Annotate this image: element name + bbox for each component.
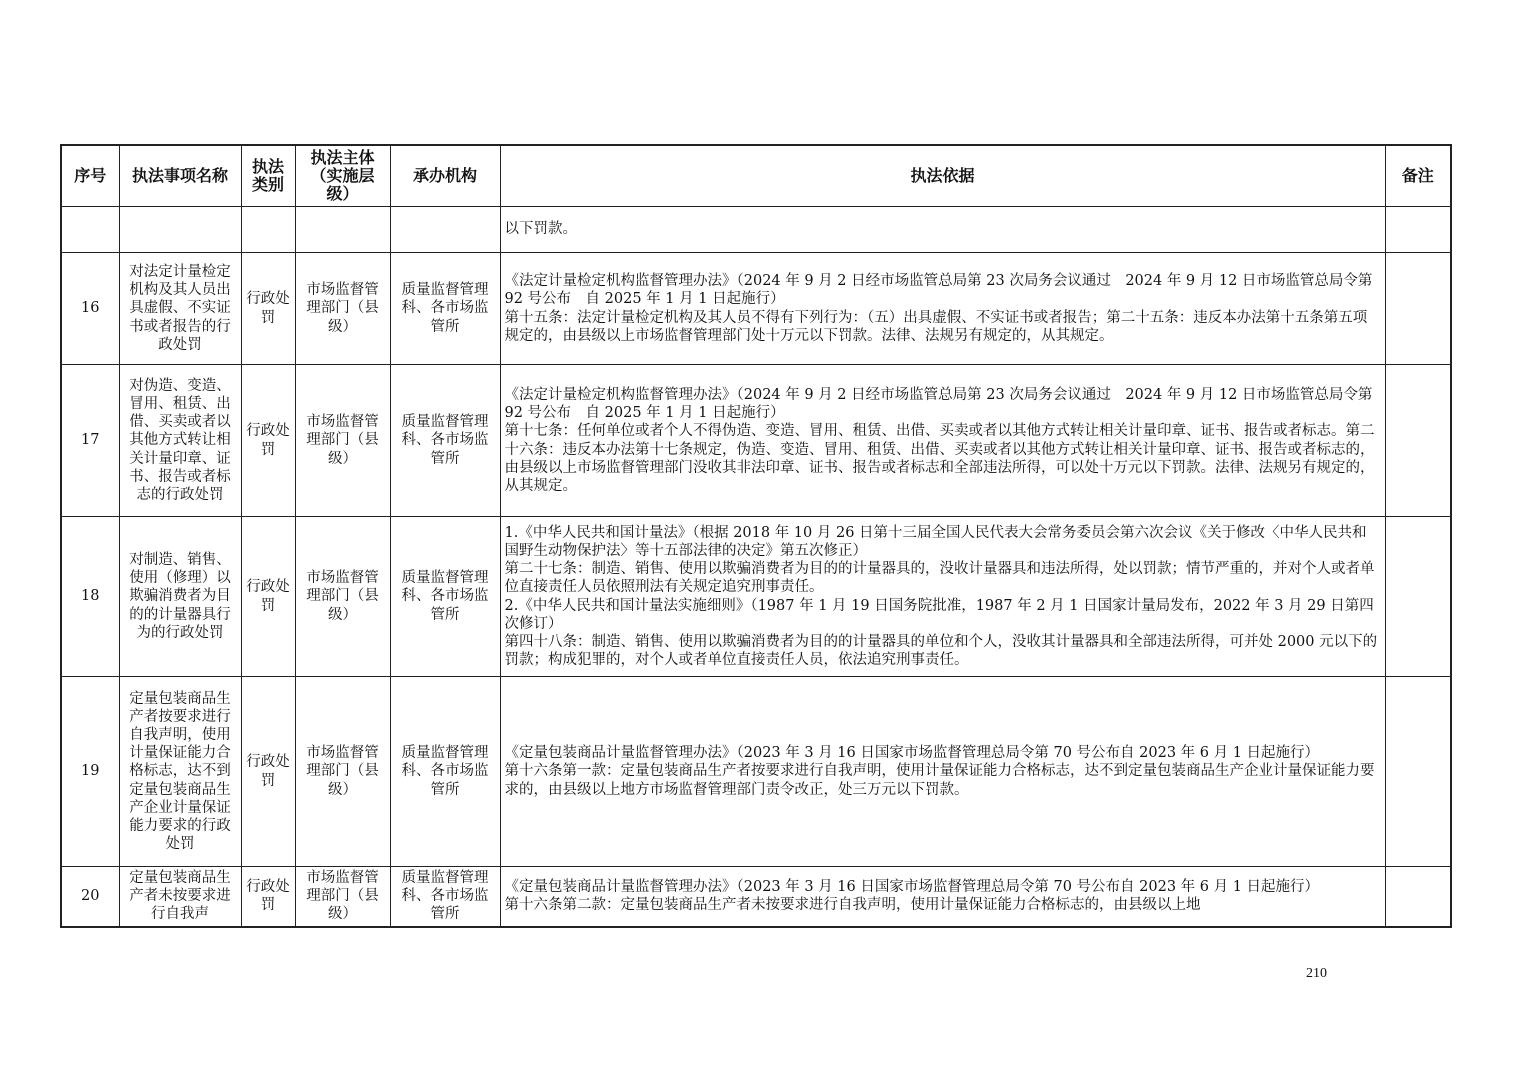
cell-category: 行政处罚 xyxy=(241,517,295,677)
header-basis: 执法依据 xyxy=(500,145,1385,207)
cell-category: 行政处罚 xyxy=(241,677,295,867)
table-row xyxy=(61,677,1451,867)
cell-agency: 质量监督管理科、各市场监管所 xyxy=(390,253,500,365)
cell-basis xyxy=(500,517,1385,677)
table-row xyxy=(61,253,1451,365)
cell-agency: 质量监督管理科、各市场监管所 xyxy=(390,677,500,867)
cell-basis xyxy=(500,207,1385,253)
cell-subject: 市场监督管理部门（县级） xyxy=(295,867,390,927)
basis-paragraph: 《定量包装商品计量监督管理办法》（2023 年 3 月 16 日国家市场监督管理总局令第 70 号公布自 2023 年 6 月 1 日起施行） xyxy=(504,879,1320,896)
basis-paragraph: 1.《中华人民共和国计量法》（根据 2018 年 10 月 26 日第十三届全国人民代表大会常务委员会第六次会议《关于修改〈中华人民共和国野生动物保护法〉等十五部法律的决定》第五次修正） xyxy=(504,524,1367,559)
basis-paragraph: 《定量包装商品计量监督管理办法》（2023 年 3 月 16 日国家市场监督管理总局令第 70 号公布自 2023 年 6 月 1 日起施行） xyxy=(504,745,1320,762)
table-row xyxy=(61,517,1451,677)
cell-subject xyxy=(295,207,390,253)
enforcement-table xyxy=(60,144,1452,928)
cell-item-name: 定量包装商品生产者未按要求进行自我声 xyxy=(119,867,241,927)
cell-subject: 市场监督管理部门（县级） xyxy=(295,517,390,677)
table-row xyxy=(61,365,1451,517)
cell-agency xyxy=(390,207,500,253)
header-category: 执法类别 xyxy=(241,145,295,207)
header-subject: 执法主体（实施层级） xyxy=(295,145,390,207)
basis-paragraph: 第二十七条：制造、销售、使用以欺骗消费者为目的的计量器具的，没收计量器具和违法所得，处以罚款；情节严重的，并对个人或者单位直接责任人员依照刑法有关规定追究刑事责任。 xyxy=(504,561,1375,596)
cell-basis xyxy=(500,365,1385,517)
cell-agency: 质量监督管理科、各市场监管所 xyxy=(390,365,500,517)
cell-basis xyxy=(500,867,1385,927)
cell-remarks xyxy=(1385,867,1451,927)
cell-item-name: 对伪造、变造、冒用、租赁、出借、买卖或者以其他方式转让相关计量印章、证书、报告或者标志的行政处罚 xyxy=(119,365,241,517)
basis-paragraph: 第十七条：任何单位或者个人不得伪造、变造、冒用、租赁、出借、买卖或者以其他方式转让相关计量印章、证书、报告或者标志。第二十六条：违反本办法第十七条规定，伪造、变造、冒用、租赁、出借、买卖或者以其他方式转让相关计量印章、证书、报告或者标志的，由县级以上市场监督管理部门没收其非法印章、证书、报告或者标志和全部违法所得，可以处十万元以下罚款。法律、法规另有规定的，从其规定。 xyxy=(504,423,1375,494)
cell-item-name xyxy=(119,207,241,253)
cell-remarks xyxy=(1385,517,1451,677)
header-item-name: 执法事项名称 xyxy=(119,145,241,207)
cell-index: 18 xyxy=(61,517,119,677)
page-number: 210 xyxy=(1306,966,1327,981)
cell-subject: 市场监督管理部门（县级） xyxy=(295,365,390,517)
basis-paragraph: 第四十八条：制造、销售、使用以欺骗消费者为目的的计量器具的单位和个人，没收其计量器具和全部违法所得，可并处 2000 元以下的罚款；构成犯罪的，对个人或者单位直接责任人员，依法追究刑事责任。 xyxy=(504,633,1378,669)
cell-category xyxy=(241,207,295,253)
cell-agency: 质量监督管理科、各市场监管所 xyxy=(390,517,500,677)
cell-item-name: 对法定计量检定机构及其人员出具虚假、不实证书或者报告的行政处罚 xyxy=(119,253,241,365)
cell-remarks xyxy=(1385,677,1451,867)
table-header-row xyxy=(61,145,1451,207)
basis-paragraph: 第十六条第一款：定量包装商品生产者按要求进行自我声明，使用计量保证能力合格标志，达不到定量包装商品生产企业计量保证能力要求的，由县级以上地方市场监督管理部门责令改正，处三万元以下罚款。 xyxy=(504,763,1375,798)
cell-category: 行政处罚 xyxy=(241,867,295,927)
basis-paragraph: 以下罚款。 xyxy=(504,221,577,238)
basis-paragraph: 2.《中华人民共和国计量法实施细则》（1987 年 1 月 19 日国务院批准，1987 年 2 月 1 日国家计量局发布，2022 年 3 月 29 日第四次修订） xyxy=(504,597,1374,632)
basis-paragraph: 第十六条第二款：定量包装商品生产者未按要求进行自我声明，使用计量保证能力合格标志的，由县级以上地 xyxy=(504,897,1201,914)
cell-remarks xyxy=(1385,365,1451,517)
cell-remarks xyxy=(1385,253,1451,365)
cell-agency: 质量监督管理科、各市场监管所 xyxy=(390,867,500,927)
cell-index: 20 xyxy=(61,867,119,927)
basis-paragraph: 《法定计量检定机构监督管理办法》（2024 年 9 月 2 日经市场监管总局第 23 次局务会议通过 2024 年 9 月 12 日市场监管总局令第 92 号公布 自 2025 年 1 月 1 日起施行） xyxy=(504,386,1373,422)
header-index: 序号 xyxy=(61,145,119,207)
cell-item-name: 定量包装商品生产者按要求进行自我声明，使用计量保证能力合格标志，达不到定量包装商品生产企业计量保证能力要求的行政处罚 xyxy=(119,677,241,867)
cell-remarks xyxy=(1385,207,1451,253)
header-remarks: 备注 xyxy=(1385,145,1451,207)
cell-category: 行政处罚 xyxy=(241,253,295,365)
basis-paragraph: 《法定计量检定机构监督管理办法》（2024 年 9 月 2 日经市场监管总局第 23 次局务会议通过 2024 年 9 月 12 日市场监管总局令第 92 号公布 自 2025 年 1 月 1 日起施行） xyxy=(504,273,1373,308)
cell-subject: 市场监督管理部门（县级） xyxy=(295,677,390,867)
cell-index: 17 xyxy=(61,365,119,517)
cell-category: 行政处罚 xyxy=(241,365,295,517)
cell-subject: 市场监督管理部门（县级） xyxy=(295,253,390,365)
table-row-continuation xyxy=(61,207,1451,253)
cell-index: 19 xyxy=(61,677,119,867)
cell-basis xyxy=(500,677,1385,867)
cell-index: 16 xyxy=(61,253,119,365)
cell-index xyxy=(61,207,119,253)
cell-basis xyxy=(500,253,1385,365)
table-row xyxy=(61,867,1451,927)
cell-item-name: 对制造、销售、使用（修理）以欺骗消费者为目的的计量器具行为的行政处罚 xyxy=(119,517,241,677)
basis-paragraph: 第十五条：法定计量检定机构及其人员不得有下列行为：（五）出具虚假、不实证书或者报告；第二十五条：违反本办法第十五条第五项规定的，由县级以上市场监督管理部门处十万元以下罚款。法律、法规另有规定的，从其规定。 xyxy=(504,309,1368,344)
header-agency: 承办机构 xyxy=(390,145,500,207)
